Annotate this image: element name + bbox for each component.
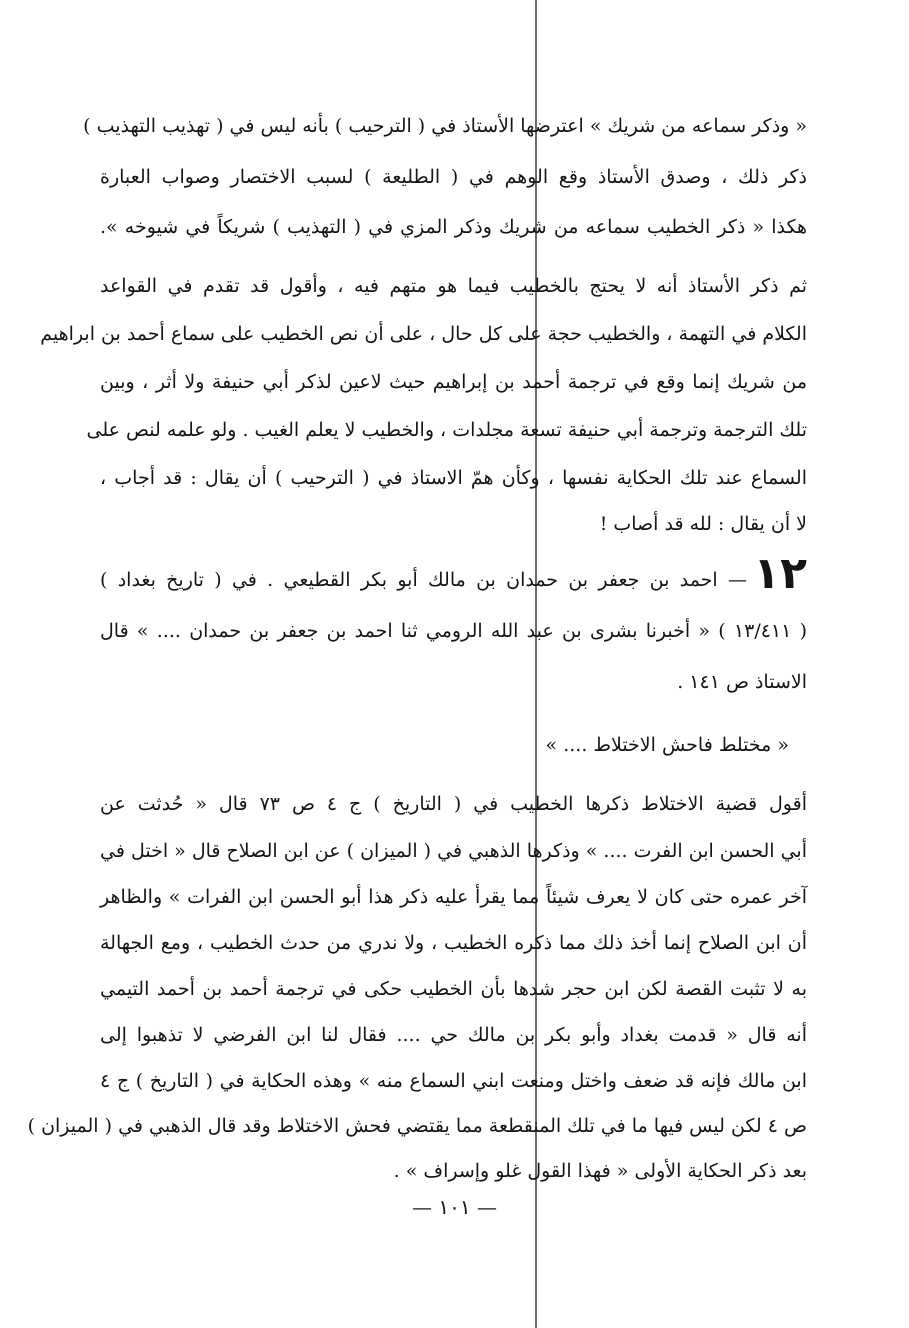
quote-line: « مختلط فاحش الاختلاط .... » — [545, 734, 789, 756]
text-line-11: ( ١٣/٤١١ ) « أخبرنا بشرى بن عبد الله الرومي ثنا احمد بن جعفر بن حمدان .... » قال — [100, 620, 808, 642]
text-line-21: ص ٤ لكن ليس فيها ما في تلك المنقطعة مما يقتضي فحش الاختلاط وقد قال الذهبي في ( الميزان ) — [27, 1115, 807, 1137]
text-line-4: ثم ذكر الأستاذ أنه لا يحتج بالخطيب فيما هو متهم فيه ، وأقول قد تقدم في القواعد — [100, 275, 807, 297]
text-line-20: ابن مالك فإنه قد ضعف واختل ومنعت ابني السماع منه » وهذه الحكاية في ( التاريخ ) ج ٤ — [100, 1070, 807, 1092]
text-line-3: هكذا « ذكر الخطيب سماعه من شريك وذكر المزي في ( التهذيب ) شريكاً في شيوخه ». — [100, 216, 807, 238]
entry-heading-line: — احمد بن جعفر بن حمدان بن مالك أبو بكر القطيعي . في ( تاريخ بغداد ) — [100, 569, 747, 591]
text-line-9: لا أن يقال : لله قد أصاب ! — [599, 513, 807, 535]
text-line-1: « وذكر سماعه من شريك » اعترضها الأستاذ في ( الترحيب ) بأنه ليس في ( تهذيب التهذيب ) — [83, 115, 807, 137]
text-line-12: الاستاذ ص ١٤١ . — [677, 671, 807, 693]
text-line-14: أقول قضية الاختلاط ذكرها الخطيب في ( التاريخ ) ج ٤ ص ٧٣ قال « حُدثت عن — [100, 793, 807, 815]
text-line-6: من شريك إنما وقع في ترجمة أحمد بن إبراهيم حيث لاعين لذكر أبي حنيفة ولا أثر ، وبين — [100, 371, 807, 393]
entry-number: ١٢ — [753, 548, 807, 599]
text-line-18: به لا تثبت القصة لكن ابن حجر شدها بأن الخطيب حكى في ترجمة أحمد بن أحمد التيمي — [100, 978, 807, 1000]
text-line-15: أبي الحسن ابن الفرت .... » وذكرها الذهبي في ( الميزان ) عن ابن الصلاح قال « اختل في — [100, 840, 807, 862]
text-line-22: بعد ذكر الحكاية الأولى « فهذا القول غلو وإسراف » . — [393, 1160, 807, 1182]
page-number: — ١٠١ — — [412, 1195, 497, 1219]
text-line-16: آخر عمره حتى كان لا يعرف شيئاً مما يقرأ عليه ذكر هذا أبو الحسن ابن الفرات » والظاهر — [100, 886, 807, 908]
text-line-8: السماع عند تلك الحكاية نفسها ، وكأن همّ الاستاذ في ( الترحيب ) أن يقال : قد أجاب ، — [100, 467, 807, 489]
text-line-2: ذكر ذلك ، وصدق الأستاذ وقع الوهم في ( الطليعة ) لسبب الاختصار وصواب العبارة — [100, 166, 807, 188]
text-line-19: أنه قال « قدمت بغداد وأبو بكر بن مالك حي .... فقال لنا ابن الفرضي لا تذهبوا إلى — [100, 1024, 807, 1046]
text-line-17: أن ابن الصلاح إنما أخذ ذلك مما ذكره الخطيب ، ولا ندري من حدث الخطيب ، ومع الجهالة — [100, 932, 807, 954]
text-line-7: تلك الترجمة وترجمة أبي حنيفة تسعة مجلدات ، والخطيب لا يعلم الغيب . ولو علمه لنص على — [86, 419, 807, 441]
text-line-5: الكلام في التهمة ، والخطيب حجة على كل حال ، على أن نص الخطيب على سماع أحمد بن ابراهيم — [40, 323, 807, 345]
